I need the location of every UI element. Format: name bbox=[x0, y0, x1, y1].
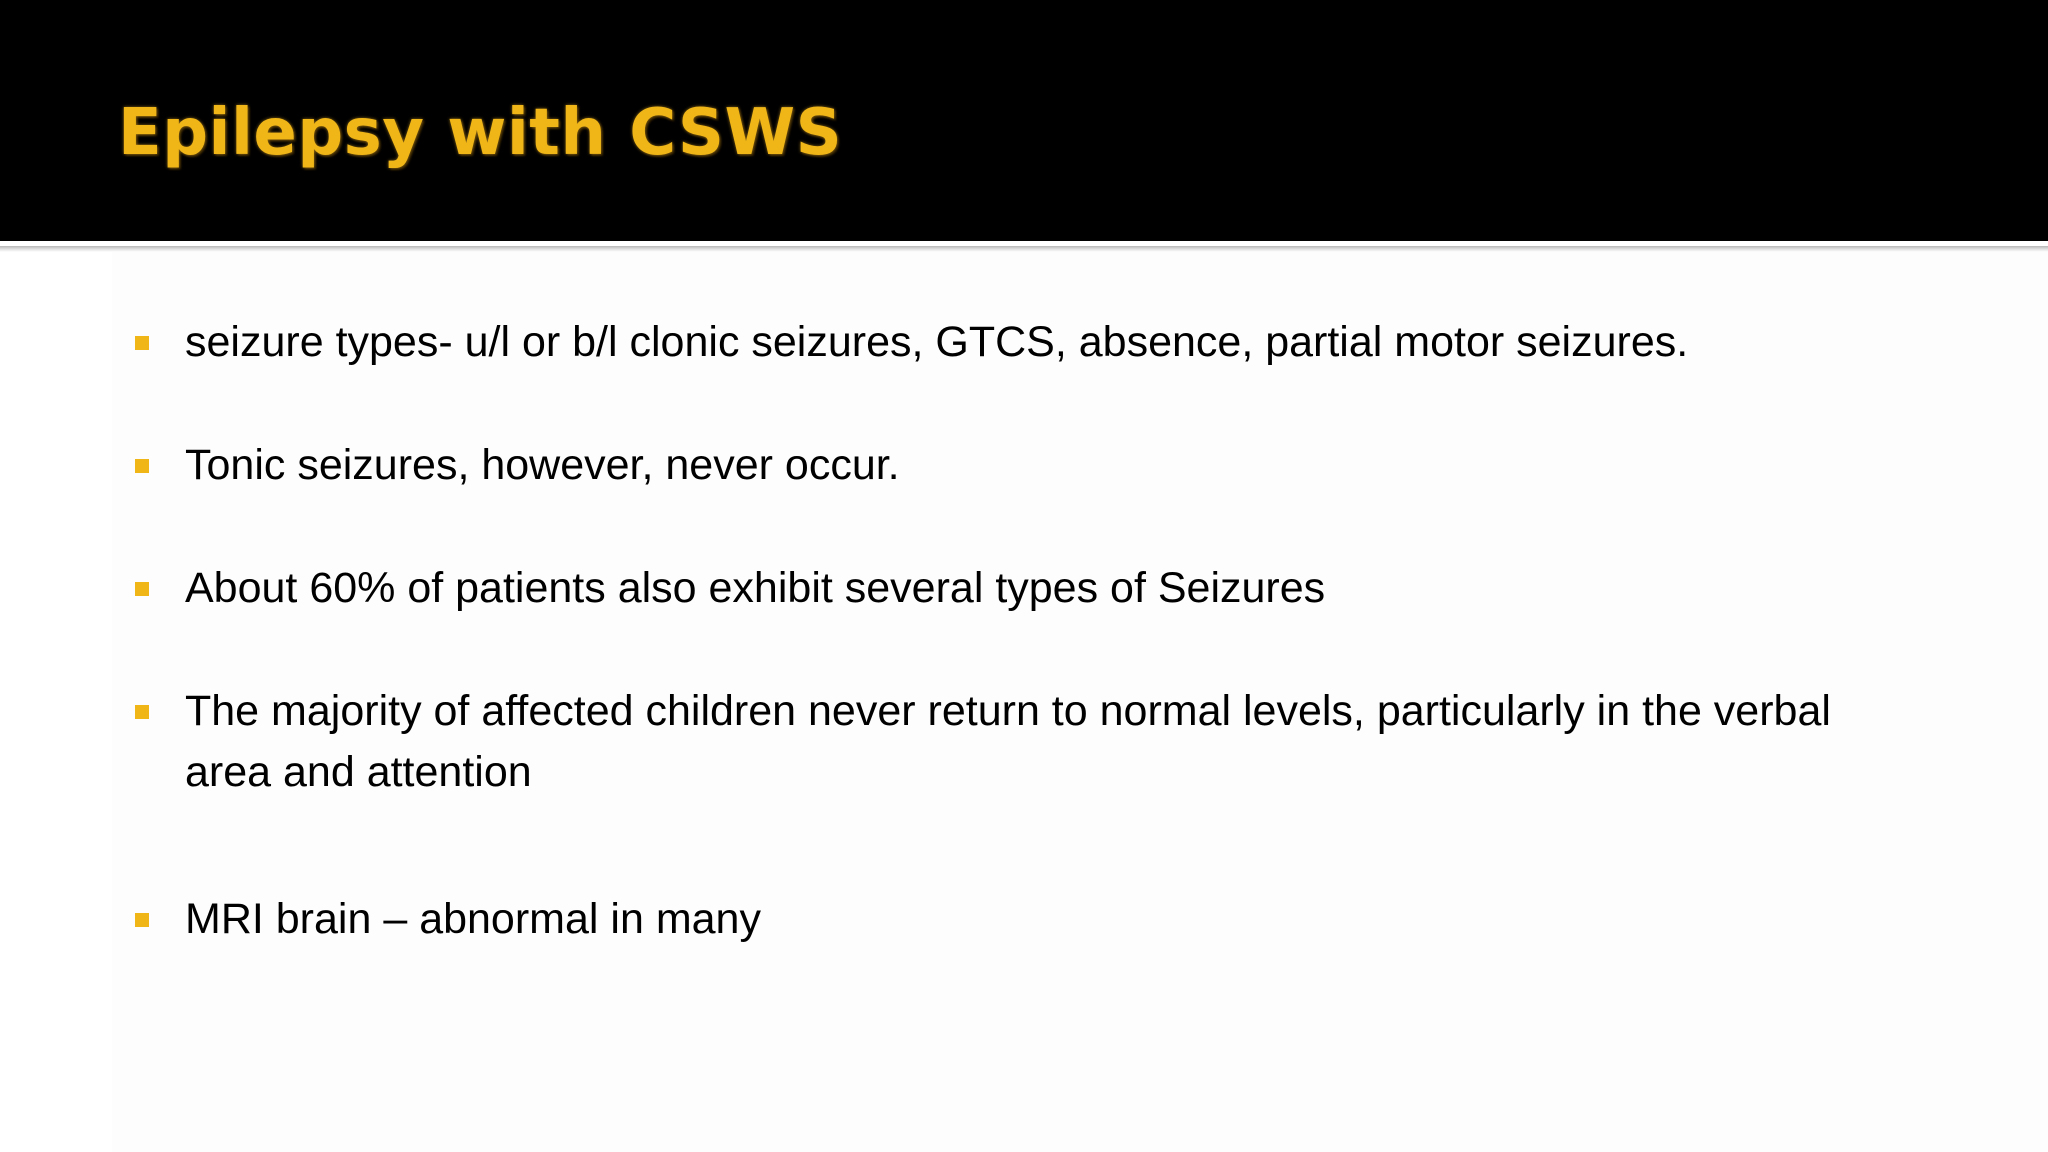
bullet-text: seizure types- u/l or b/l clonic seizures, GTCS, absence, partial motor seizures. bbox=[185, 318, 1689, 366]
slide-title: Epilepsy with CSWS bbox=[118, 96, 843, 170]
square-bullet-icon bbox=[135, 705, 149, 719]
square-bullet-icon bbox=[135, 459, 149, 473]
square-bullet-icon bbox=[135, 913, 149, 927]
square-bullet-icon bbox=[135, 336, 149, 350]
bullet-text: Tonic seizures, however, never occur. bbox=[185, 441, 900, 489]
title-bar bbox=[0, 0, 2048, 241]
bullet-text: The majority of affected children never return to normal levels, particularly in the verbal area and attention bbox=[185, 687, 1831, 796]
bullet-text: MRI brain – abnormal in many bbox=[185, 895, 761, 943]
square-bullet-icon bbox=[135, 582, 149, 596]
bullet-text: About 60% of patients also exhibit several types of Seizures bbox=[185, 564, 1326, 612]
